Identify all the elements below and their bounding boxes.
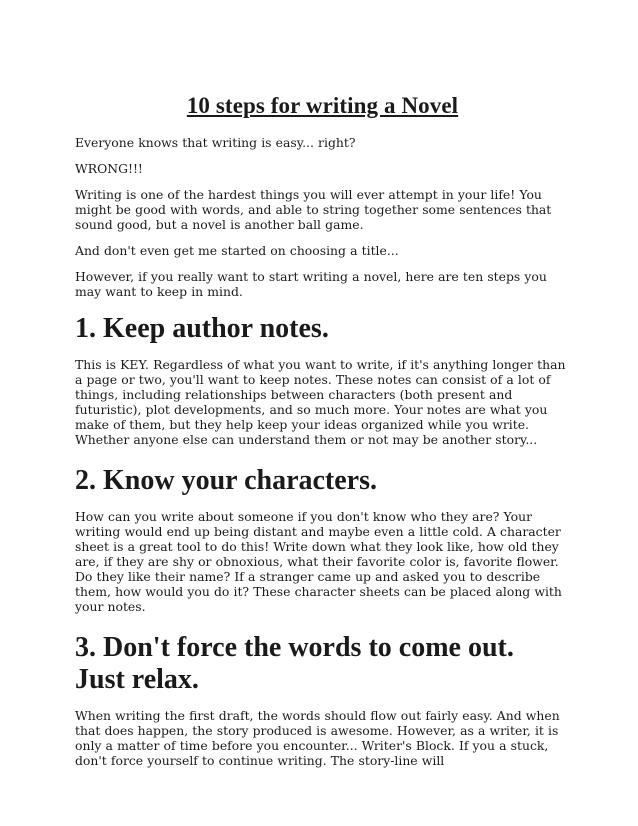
document-page xyxy=(75,92,570,779)
intro-paragraph: Everyone knows that writing is easy... right? xyxy=(75,135,356,150)
section-body-keep-author-notes: This is KEY. Regardless of what you want to write, if it's anything longer than a page or two, you'll want to keep notes. These notes can consist of a lot of things, including relationships between characters (both present and futuristic), plot developments, and so much more. Your notes are what you make of them, but they help keep your ideas organized while you write. Whether anyone else can understand them or not may be another story... xyxy=(75,357,566,447)
document-title: 10 steps for writing a Novel xyxy=(186,93,459,118)
intro-paragraph: However, if you really want to start writing a novel, here are ten steps you may want to keep in mind. xyxy=(75,269,547,299)
intro-paragraph: WRONG!!! xyxy=(75,161,143,176)
section-heading-keep-author-notes: 1. Keep author notes. xyxy=(75,313,329,344)
section-body-know-your-characters: How can you write about someone if you don't know who they are? Your writing would end up being distant and maybe even a little cold. A character sheet is a great tool to do this! Write down what they look like, how old they are, if they are shy or obnoxious, what their favorite color is, favorite flower. Do they like their name? If a stranger came up and asked you to describe them, how would you do it? These character sheets can be placed along with your notes. xyxy=(75,509,562,614)
section-heading-know-your-characters: 2. Know your characters. xyxy=(75,465,377,496)
section-heading-dont-force-words: 3. Don't force the words to come out. Just relax. xyxy=(75,632,514,695)
section-body-dont-force-words: When writing the first draft, the words should flow out fairly easy. And when that does happen, the story produced is awesome. However, as a writer, it is only a matter of time before you encounter... Writer's Block. If you a stuck, don't force yourself to continue writing. The story-line will xyxy=(75,708,560,768)
intro-paragraph: Writing is one of the hardest things you will ever attempt in your life! You might be good with words, and able to string together some sentences that sound good, but a novel is another ball game. xyxy=(75,187,552,232)
intro-paragraph: And don't even get me started on choosing a title... xyxy=(75,243,399,258)
